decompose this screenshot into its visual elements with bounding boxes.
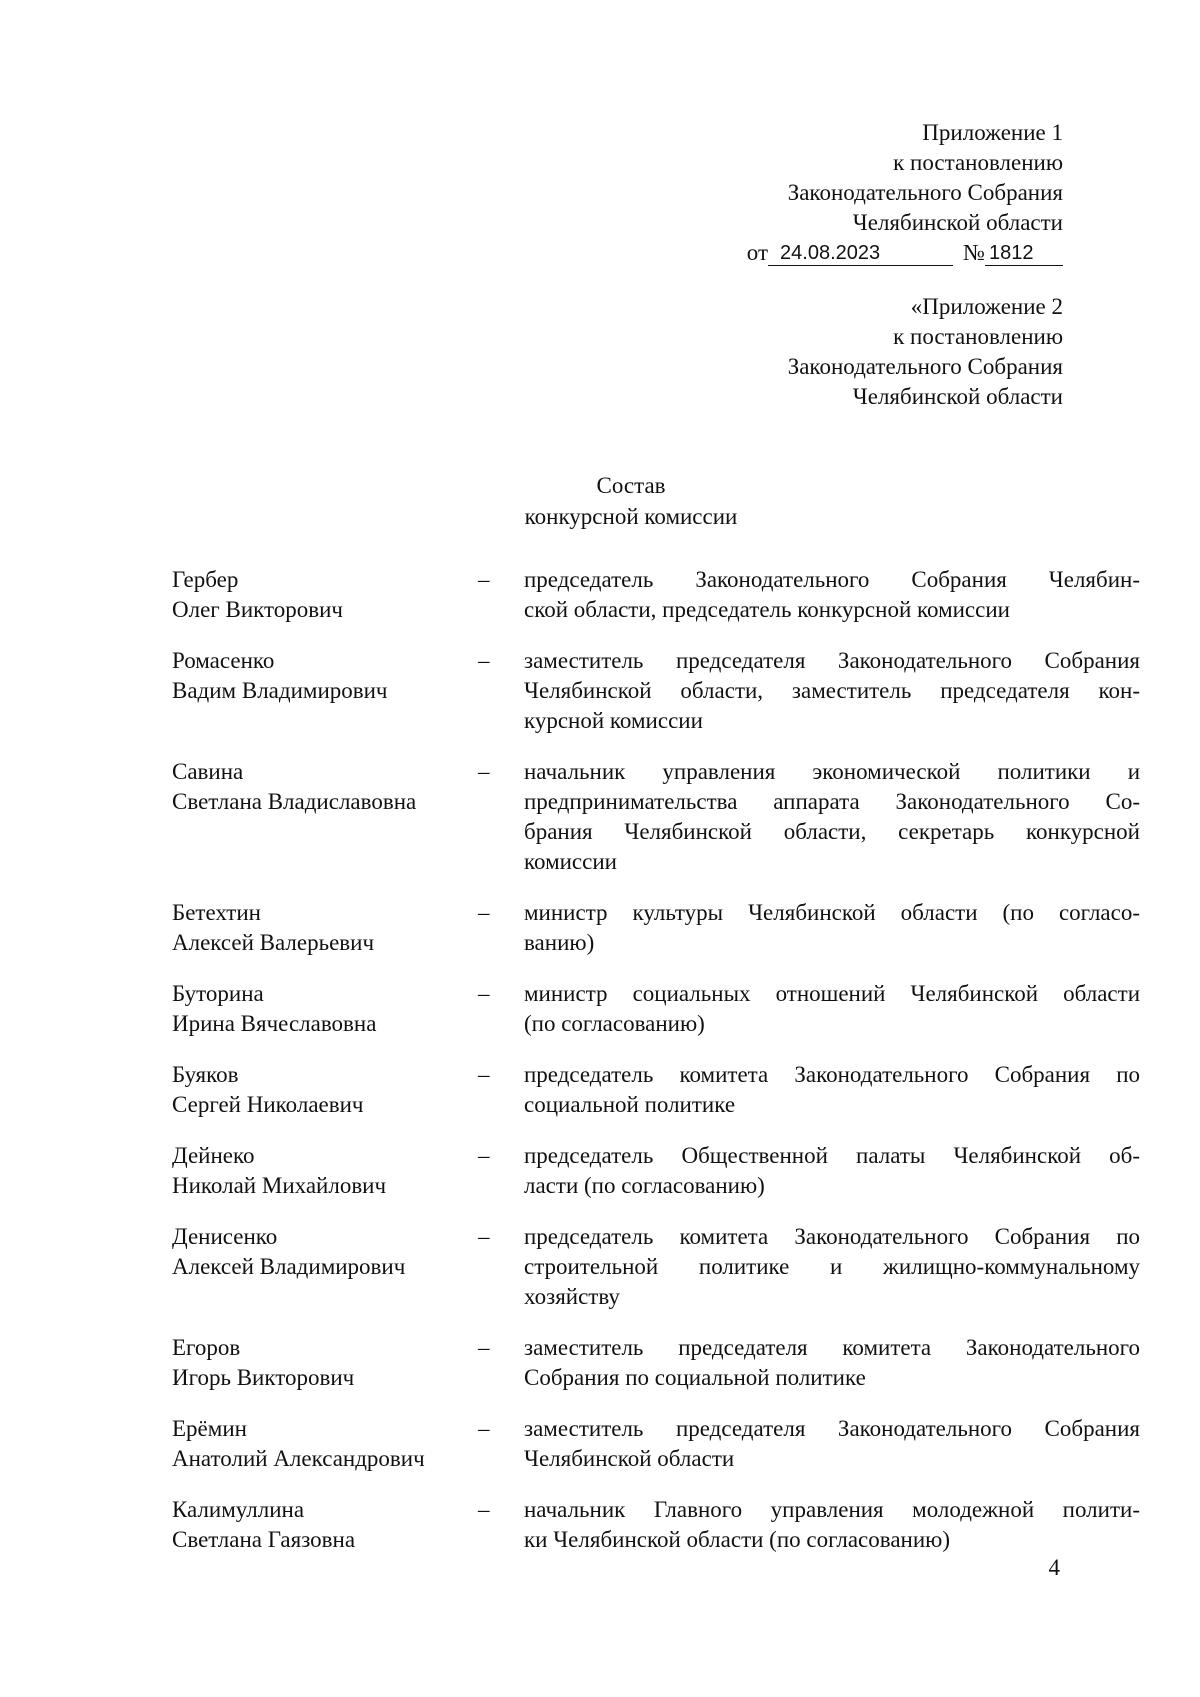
member-role	[514, 757, 1140, 877]
member-role-line: курсной комиссии	[524, 708, 703, 733]
date-prefix: от	[746, 240, 769, 265]
appendix-2-header	[788, 292, 1063, 412]
member-surname: Савина	[172, 759, 244, 784]
member-role-line: министр социальных отношений Челябинской области	[524, 981, 1140, 1006]
member-surname: Ерёмин	[172, 1416, 247, 1441]
member-name	[172, 1495, 472, 1555]
page-number: 4	[1048, 1555, 1060, 1580]
member-role	[514, 1495, 1140, 1555]
member-role-line: ки Челябинской области (по согласованию)	[524, 1527, 950, 1552]
member-role-line: заместитель председателя Законодательного Собрания	[524, 648, 1140, 673]
member-name	[172, 1141, 472, 1201]
member-surname: Гербер	[172, 567, 239, 592]
member-given-name: Николай Михайлович	[172, 1173, 387, 1198]
member-role-line: комиссии	[524, 849, 617, 874]
appendix-2-line: «Приложение 2	[910, 294, 1063, 319]
member-row	[172, 1333, 1140, 1393]
member-dash: –	[478, 648, 490, 673]
member-surname: Бетехтин	[172, 900, 261, 925]
member-given-name: Алексей Валерьевич	[172, 930, 375, 955]
member-surname: Егоров	[172, 1335, 241, 1360]
member-role-line: предпринимательства аппарата Законодательного Со-	[524, 789, 1140, 814]
member-row	[172, 1495, 1140, 1555]
member-role-line: Челябинской области	[524, 1446, 735, 1471]
member-role-line: начальник Главного управления молодежной полити-	[524, 1497, 1140, 1522]
member-role-line: ванию)	[524, 930, 595, 955]
member-role-line: заместитель председателя комитета Законодательного	[524, 1335, 1140, 1360]
member-row	[172, 1414, 1140, 1474]
member-surname: Калимуллина	[172, 1497, 305, 1522]
member-role-line: председатель комитета Законодательного Собрания по	[524, 1224, 1140, 1249]
appendix-1-line: Приложение 1	[922, 120, 1063, 145]
member-role-line: Собрания по социальной политике	[524, 1365, 866, 1390]
member-given-name: Алексей Владимирович	[172, 1254, 406, 1279]
member-name	[172, 1414, 472, 1474]
member-name	[172, 757, 472, 877]
appendix-2-line: Законодательного Собрания	[787, 354, 1063, 379]
member-role	[514, 1414, 1140, 1474]
member-row	[172, 646, 1140, 736]
member-given-name: Вадим Владимирович	[172, 678, 388, 703]
member-name	[172, 646, 472, 736]
appendix-1-line: к постановлению	[893, 150, 1063, 175]
resolution-number: 1812	[985, 241, 1063, 266]
member-given-name: Игорь Викторович	[172, 1365, 355, 1390]
member-role	[514, 1333, 1140, 1393]
appendix-1-line: Челябинской области	[852, 210, 1063, 235]
member-row	[172, 565, 1140, 625]
member-dash: –	[478, 1497, 490, 1522]
member-role-line: заместитель председателя Законодательного Собрания	[524, 1416, 1140, 1441]
member-role	[514, 1141, 1140, 1201]
member-row	[172, 898, 1140, 958]
member-surname: Буяков	[172, 1062, 239, 1087]
title-line: конкурсной комиссии	[524, 504, 738, 529]
member-surname: Буторина	[172, 981, 264, 1006]
member-given-name: Олег Викторович	[172, 597, 343, 622]
member-role-line: ской области, председатель конкурсной комиссии	[524, 597, 1010, 622]
member-role-line: председатель Общественной палаты Челябинской об-	[524, 1143, 1140, 1168]
member-name	[172, 565, 472, 625]
member-role	[514, 898, 1140, 958]
appendix-1-line: Законодательного Собрания	[787, 180, 1063, 205]
member-given-name: Анатолий Александрович	[172, 1446, 425, 1471]
member-dash: –	[478, 900, 490, 925]
member-role-line: строительной политике и жилищно-коммунальному	[524, 1254, 1140, 1279]
member-role-line: председатель комитета Законодательного Собрания по	[524, 1062, 1140, 1087]
member-role	[514, 979, 1140, 1039]
member-dash: –	[478, 567, 490, 592]
appendix-2-line: к постановлению	[893, 324, 1063, 349]
resolution-date-line	[747, 238, 1063, 268]
member-role-line: Челябинской области, заместитель председателя кон-	[524, 678, 1140, 703]
member-dash: –	[478, 1416, 490, 1441]
member-given-name: Ирина Вячеславовна	[172, 1011, 377, 1036]
resolution-date: 24.08.2023	[768, 241, 953, 266]
member-given-name: Светлана Гаязовна	[172, 1527, 356, 1552]
member-role-line: ласти (по согласованию)	[524, 1173, 765, 1198]
member-dash: –	[478, 981, 490, 1006]
member-name	[172, 1060, 472, 1120]
member-role-line: начальник управления экономической политики и	[524, 759, 1140, 784]
member-surname: Денисенко	[172, 1224, 278, 1249]
member-row	[172, 1060, 1140, 1120]
member-name	[172, 979, 472, 1039]
member-role	[514, 565, 1140, 625]
member-dash: –	[478, 1062, 490, 1087]
member-given-name: Светлана Владиславовна	[172, 789, 417, 814]
member-role	[514, 1060, 1140, 1120]
member-name	[172, 1333, 472, 1393]
member-role-line: брания Челябинской области, секретарь конкурсной	[524, 819, 1140, 844]
document-title	[0, 470, 1200, 532]
member-dash: –	[478, 1224, 490, 1249]
member-name	[172, 898, 472, 958]
appendix-2-line: Челябинской области	[852, 384, 1063, 409]
member-row	[172, 1222, 1140, 1312]
member-role-line: социальной политике	[524, 1092, 736, 1117]
member-role-line: хозяйству	[524, 1284, 620, 1309]
member-given-name: Сергей Николаевич	[172, 1092, 364, 1117]
member-surname: Дейнеко	[172, 1143, 255, 1168]
member-row	[172, 757, 1140, 877]
member-dash: –	[478, 759, 490, 784]
member-row	[172, 1141, 1140, 1201]
member-role-line: министр культуры Челябинской области (по согласо-	[524, 900, 1140, 925]
member-dash: –	[478, 1335, 490, 1360]
appendix-1-header	[747, 118, 1063, 268]
member-role-line: (по согласованию)	[524, 1011, 705, 1036]
member-role-line: председатель Законодательного Собрания Челябин-	[524, 567, 1140, 592]
member-role	[514, 1222, 1140, 1312]
member-dash: –	[478, 1143, 490, 1168]
member-name	[172, 1222, 472, 1312]
member-row	[172, 979, 1140, 1039]
number-prefix: №	[963, 240, 985, 265]
member-role	[514, 646, 1140, 736]
commission-members-list	[172, 565, 1140, 1576]
title-line: Состав	[596, 473, 666, 498]
member-surname: Ромасенко	[172, 648, 275, 673]
